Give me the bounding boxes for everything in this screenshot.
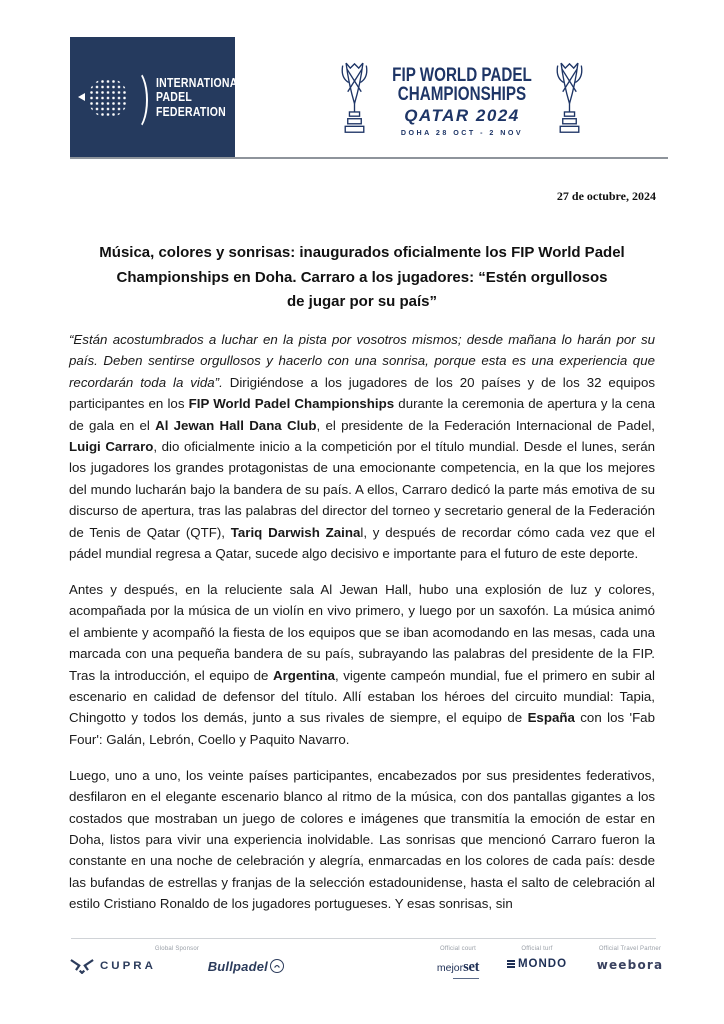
paragraph-1: “Están acostumbrados a luchar en la pista por vosotros mismos; desde mañana lo harán por su país. Deben sentirse orgullosos y hacerlo con una sonrisa, porque esta es una experiencia que recordarán toda la vida”. Dirigiéndose a los jugadores de los 20 países y de los 32 equipos participantes en los FIP World Padel Championships durante la ceremonia de apertura y la cena de gala en el Al Jewan Hall Dana Club, el presidente de la Federación Internacional de Padel, Luigi Carraro, dio oficialmente inicio a la competición por el título mundial. Desde el lunes, serán los jugadores los grandes protagonistas de una emocionante competencia, en la que los mejores del mundo lucharán bajo la bandera de su país. A ellos, Carraro dedicó la parte más emotiva de su discurso de apertura, tras las palabras del director del torneo y secretario general de la Federación de Tenis de Qatar (QTF), Tariq Darwish Zainal, y después de recordar cómo cada vez que el pádel mundial regresa a Qatar, sucede algo decisivo e importante para el futuro de este deporte. [69, 332, 656, 562]
title-line-3: de jugar por su país” [286, 293, 438, 310]
racket-arc-icon [122, 69, 148, 131]
cupra-logo [70, 958, 156, 974]
ipf-line-2: PADEL [156, 90, 193, 105]
mejorset-wordmark-2: set [463, 959, 480, 975]
title-line-1: Música, colores y sonrisas: inaugurados oficialmente los FIP World Padel [99, 244, 625, 261]
trophy-right-icon [556, 58, 583, 144]
header-divider [70, 157, 668, 159]
trophy-left-icon [341, 58, 368, 144]
mejorset-underline [453, 978, 479, 980]
footer-group-official-court [417, 946, 499, 976]
footer-group-global-sponsor [70, 946, 284, 974]
fip-line-2: CHAMPIONSHIPS [397, 84, 527, 105]
fip-championships-logo [342, 50, 582, 152]
fip-line-3: QATAR 2024 [404, 105, 520, 125]
fip-logo-text [373, 66, 551, 137]
mondo-bars-icon [507, 960, 515, 969]
ipf-line-3: FEDERATION [156, 104, 226, 119]
footer-divider [71, 938, 656, 939]
document-date: 27 de octubre, 2024 [556, 189, 656, 203]
mejorset-wordmark-1: mejor [436, 962, 464, 974]
fip-line-1: FIP WORLD PADEL [392, 64, 532, 86]
fip-line-4: DOHA 28 OCT - 2 NOV [400, 127, 524, 137]
official-court-label: Official court [439, 946, 477, 952]
bullpadel-logo [208, 959, 284, 974]
mondo-logo [507, 958, 567, 970]
official-turf-label: Official turf [521, 946, 553, 952]
title-line-2: Championships en Doha. Carraro a los jugadores: “Estén orgullosos [116, 268, 608, 286]
mondo-wordmark: MONDO [517, 958, 568, 970]
footer-group-travel-partner [588, 946, 672, 972]
ipf-logo-text [156, 76, 244, 120]
weebora-logo: weebora [596, 958, 664, 972]
bullpadel-emblem-icon [270, 959, 284, 973]
ipf-logo [70, 37, 245, 158]
footer-group-official-turf [499, 946, 575, 970]
cupra-wordmark: CUPRA [100, 960, 156, 972]
global-sponsor-label: Global Sponsor [154, 946, 200, 952]
bullpadel-wordmark: Bullpadel [207, 958, 268, 974]
page-title [62, 241, 662, 315]
paragraph-3: Luego, uno a uno, los veinte países participantes, encabezados por sus presidentes federativos, desfilaron en el elegante escenario blanco al ritmo de la música, con dos pantallas gigantes a los costados que mostraban un juego de colores e imágenes que transmitía la emoción de estar en Doha, listos para vivir una experiencia inolvidable. Las sonrisas que mencionó Carraro fueron la constante en una noche de celebración y alegría, enmarcadas en los colores de cada país: desde las bufandas de estrellas y franjas de la selección estadounidense, hasta el salto de celebración al estilo Cristiano Ronaldo de los jugadores portugueses. Y esas sonrisas, sin [69, 767, 655, 912]
padel-racket-icon [86, 67, 144, 129]
racket-handle-icon [78, 93, 85, 101]
mejorset-logo [437, 958, 479, 976]
article-body [69, 329, 655, 929]
travel-partner-label: Official Travel Partner [598, 946, 662, 952]
ipf-line-1: INTERNATIONAL [156, 75, 245, 90]
paragraph-2: Antes y después, en la reluciente sala Al Jewan Hall, hubo una explosión de luz y colores, acompañada por la música de un violín en vivo primero, y luego por un saxofón. La música animó el ambiente y acompañó la fiesta de los equipos que se iban acomodando en las mesas, cada una marcada con una pequeña bandera de su país, subrayando las palabras del presidente de la FIP. Tras la introducción, el equipo de Argentina, vigente campeón mundial, fue el primero en subir al escenario en calidad de defensor del título. Allí estaban los héroes del circuito mundial: Tapia, Chingotto y todos los demás, junto a sus rivales de siempre, el equipo de España con los 'Fab Four': Galán, Lebrón, Coello y Paquito Navarro. [69, 581, 655, 747]
cupra-bull-icon [70, 958, 94, 974]
